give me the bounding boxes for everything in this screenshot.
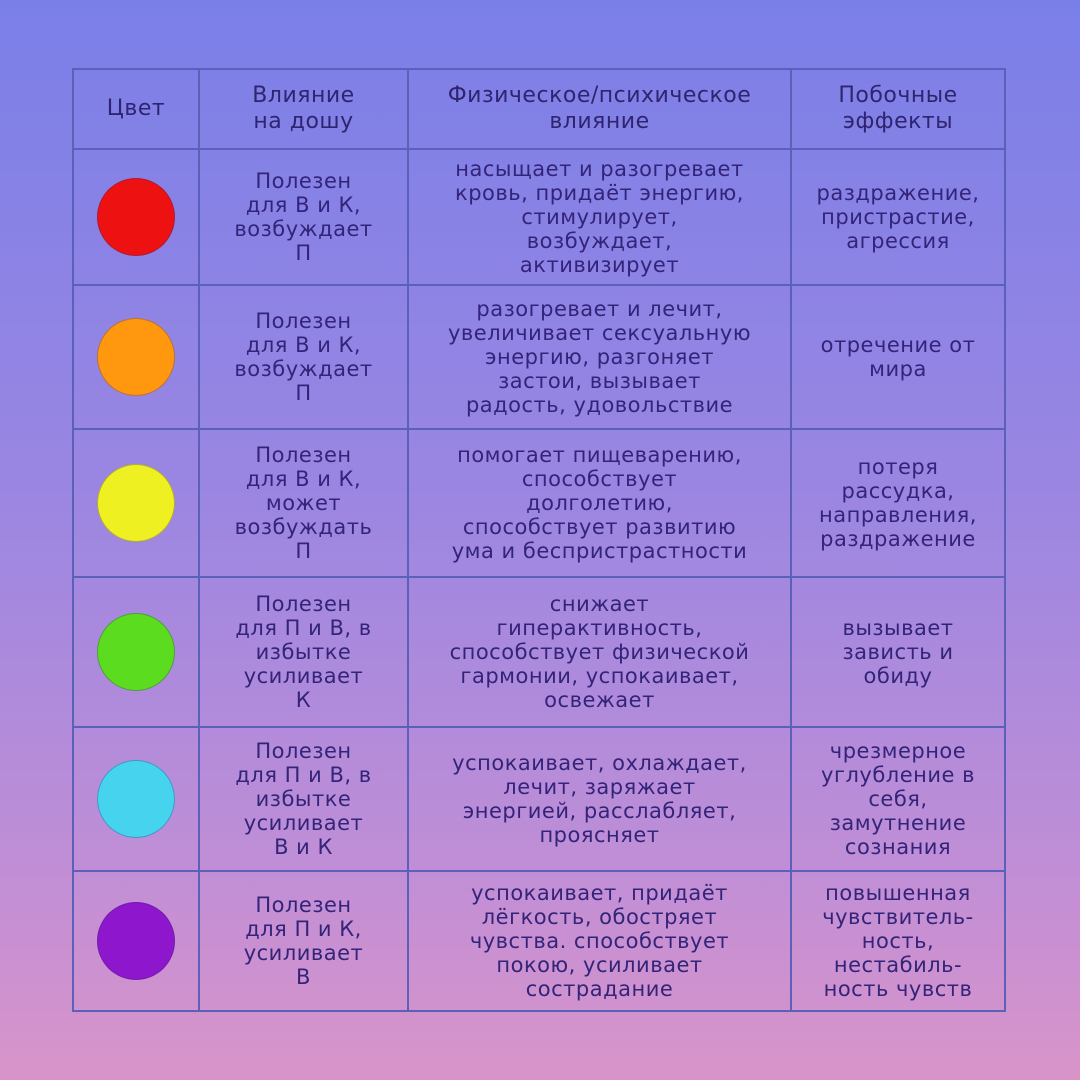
table-row (74, 430, 1004, 578)
dosha-cell: Полезен для П и К, усиливает В (200, 872, 409, 1010)
table-row (74, 728, 1004, 872)
dosha-cell: Полезен для П и В, в избытке усиливает К (200, 578, 409, 726)
table-row (74, 150, 1004, 286)
effect-cell: снижает гиперактивность, способствует физической гармонии, успокаивает, освежает (409, 578, 792, 726)
effect-cell: насыщает и разогревает кровь, придаёт энергию, стимулирует, возбуждает, активизирует (409, 150, 792, 284)
effect-cell: успокаивает, охлаждает, лечит, заряжает энергией, расслабляет, проясняет (409, 728, 792, 870)
table-row (74, 578, 1004, 728)
effect-cell: успокаивает, придаёт лёгкость, обостряет чувства. способствует покою, усиливает сострадание (409, 872, 792, 1010)
color-swatch-orange (97, 318, 175, 396)
header-dosha: Влияние на дошу (200, 70, 409, 148)
table-header-row (74, 70, 1004, 150)
color-swatch-red (97, 178, 175, 256)
color-swatch-green (97, 613, 175, 691)
effect-cell: помогает пищеварению, способствует долголетию, способствует развитию ума и беспристрастности (409, 430, 792, 576)
side-effect-cell: потеря рассудка, направления, раздражение (819, 455, 977, 551)
dosha-cell: Полезен для В и К, возбуждает П (200, 286, 409, 428)
side-effect-cell: вызывает зависть и обиду (842, 616, 954, 688)
dosha-cell: Полезен для В и К, может возбуждать П (200, 430, 409, 576)
effect-cell: разогревает и лечит, увеличивает сексуальную энергию, разгоняет застои, вызывает радость, удовольствие (409, 286, 792, 428)
header-color: Цвет (74, 70, 200, 148)
side-effect-cell: повышенная чувствитель- ность, нестабиль- ность чувств (822, 881, 974, 1001)
color-swatch-violet (97, 902, 175, 980)
side-effect-cell: раздражение, пристрастие, агрессия (816, 181, 980, 253)
color-swatch-light-blue (97, 760, 175, 838)
table-row (74, 872, 1004, 1010)
color-table (72, 68, 1006, 1012)
header-side-effects: Побочные эффекты (838, 83, 958, 134)
side-effect-cell: отречение от мира (820, 333, 976, 381)
dosha-cell: Полезен для П и В, в избытке усиливает В и К (200, 728, 409, 870)
side-effect-cell: чрезмерное углубление в себя, замутнение сознания (821, 739, 975, 859)
table-row (74, 286, 1004, 430)
dosha-cell: Полезен для В и К, возбуждает П (200, 150, 409, 284)
header-effect: Физическое/психическое влияние (409, 70, 792, 148)
color-swatch-yellow (97, 464, 175, 542)
